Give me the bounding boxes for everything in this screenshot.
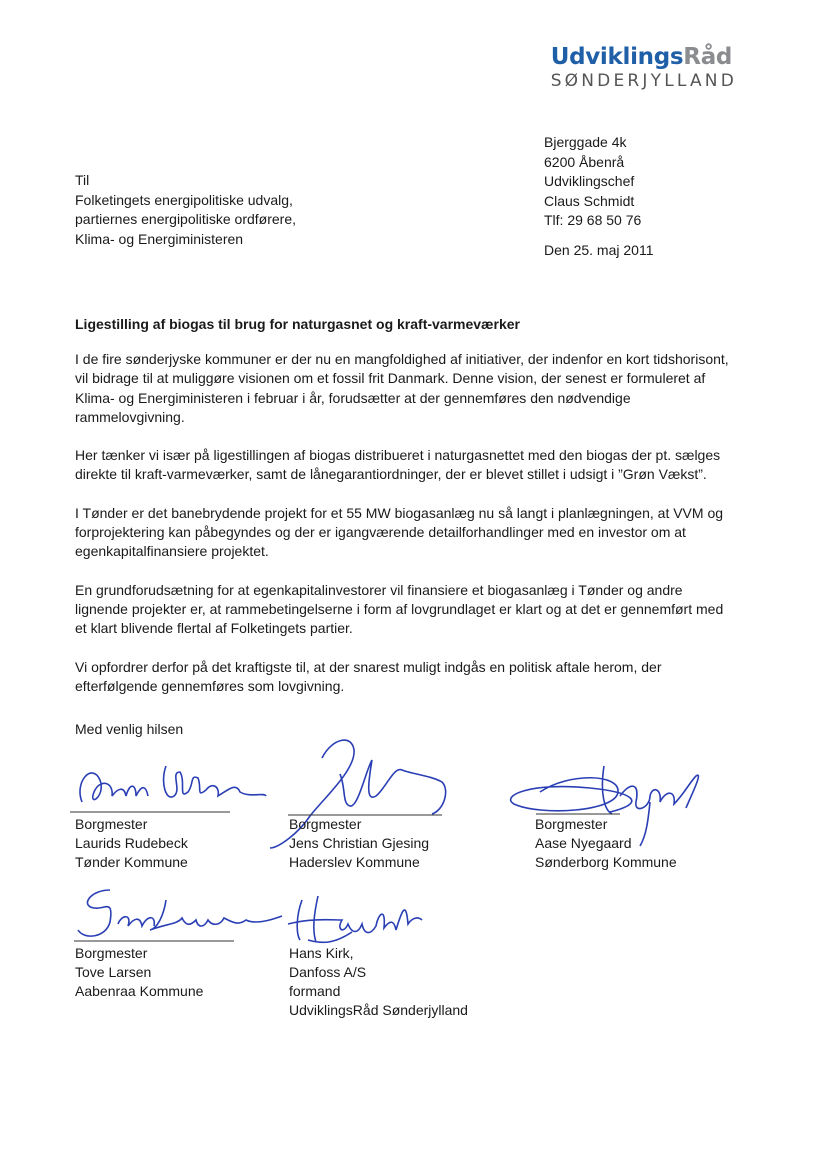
signatory-sonderborg xyxy=(535,815,677,872)
signature-1-scribble xyxy=(70,752,270,818)
body-paragraph: Vi opfordrer derfor på det kraftigste til, at der snarest muligt indgås en politisk aftale herom, der efterfølgende gennemføres som lovgivning. xyxy=(75,658,662,694)
closing: Med venlig hilsen xyxy=(75,721,184,737)
letter-date: Den 25. maj 2011 xyxy=(544,242,654,258)
body-paragraph: I de fire sønderjyske kommuner er der nu en mangfoldighed af initiativer, der indenfor en kort tidshorisont, vil bidrage til at muliggøre visionen om et fossil frit Danmark. Denne vision, der senest er formuleret af Klima- og Energiministeren i februar i år, forudsætter at der gennemføres den nødvendige rammelovgivning. xyxy=(75,351,729,425)
sender-phone: Tlf: 29 68 50 76 xyxy=(544,212,642,228)
logo xyxy=(551,44,737,92)
body-paragraph: I Tønder er det banebrydende projekt for et 55 MW biogasanlæg nu så langt i planlægningen, at VVM og forprojektering kan påbegyndes og der er igangværende detailforhandlinger med en investor om at egenkapitalfinansiere projektet. xyxy=(75,504,724,560)
subject-heading: Ligestilling af biogas til brug for naturgasnet og kraft-varmeværker xyxy=(75,316,520,332)
body-paragraph: En grundforudsætning for at egenkapitalinvestorer vil finansiere et biogasanlæg i Tønder og andre lignende projekter er, at rammebetingelserne i form af lovgrundlaget er klart og at det er gennemført med et klart blivende flertal af Folketingets partier. xyxy=(75,581,724,637)
logo-part-2: Råd xyxy=(683,44,733,70)
signatory-org: Sønderborg Kommune xyxy=(535,854,677,870)
letter-body xyxy=(75,350,735,715)
recipient-line: Klima- og Energiministeren xyxy=(75,230,244,247)
signature-5-scribble xyxy=(282,890,442,950)
signatory-org: formand xyxy=(289,983,341,999)
signatory-aabenraa xyxy=(75,944,203,1001)
signatory-extra: UdviklingsRåd Sønderjylland xyxy=(289,1002,468,1018)
signatory-name: Jens Christian Gjesing xyxy=(289,835,430,851)
signatory-tonder xyxy=(75,815,188,872)
signatory-name: Aase Nyegaard xyxy=(535,835,632,851)
sender-block xyxy=(544,133,641,231)
recipient-line: Folketingets energipolitiske udvalg, xyxy=(75,191,293,208)
logo-wordmark xyxy=(551,44,737,70)
signatory-org: Haderslev Kommune xyxy=(289,854,420,870)
signatory-udviklingsraad xyxy=(289,944,468,1020)
signatory-role: Borgmester xyxy=(535,816,608,832)
sender-city: 6200 Åbenrå xyxy=(544,153,625,170)
signatory-org: Aabenraa Kommune xyxy=(75,983,204,999)
signatory-org: Tønder Kommune xyxy=(75,854,188,870)
signatory-haderslev xyxy=(289,815,429,872)
signatory-role: Borgmester xyxy=(289,816,362,832)
recipient-line: partiernes energipolitiske ordførere, xyxy=(75,211,296,227)
signatory-role: Borgmester xyxy=(75,816,148,832)
sender-name: Claus Schmidt xyxy=(544,192,635,209)
body-paragraph: Her tænker vi især på ligestillingen af biogas distribueret i naturgasnettet med den biogas der pt. sælges direkte til kraft-varmeværker, samt de lånegarantiordninger, der er blevet stillet i udsigt i ”Grøn Vækst”. xyxy=(75,447,721,483)
signatory-role: Hans Kirk, xyxy=(289,945,354,961)
signatory-name: Tove Larsen xyxy=(75,964,152,980)
sender-title: Udviklingschef xyxy=(544,173,635,189)
logo-subtitle: SØNDERJYLLAND xyxy=(550,71,737,91)
signature-4-scribble xyxy=(70,878,290,944)
recipient-line: Til xyxy=(75,172,90,188)
signatory-name: Danfoss A/S xyxy=(289,964,367,980)
sender-address: Bjerggade 4k xyxy=(544,134,627,150)
logo-part-1: Udviklings xyxy=(550,44,684,70)
signatory-name: Laurids Rudebeck xyxy=(75,835,188,851)
signatory-role: Borgmester xyxy=(75,945,148,961)
recipient-block xyxy=(75,171,296,249)
